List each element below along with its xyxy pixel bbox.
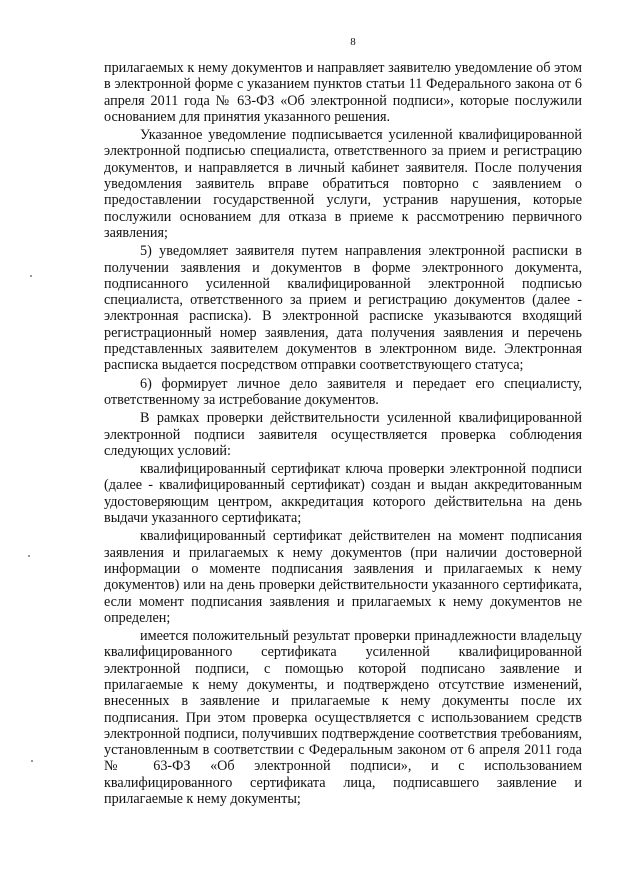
paragraph-item-5-receipt: 5) уведомляет заявителя путем направления электронной расписки в получении заявления и документов в форме электронного документа, подписанного усиленной квалифицированной электронной подписью специалиста, ответственного за прием и регистрацию документов (далее - электронная расписка). В электронной расписке указываются входящий регистрационный номер заявления, дата получения заявления и перечень представленных заявителем документов в электронном виде. Электронная расписка выдается посредством отправки соответствующего статуса; [104, 243, 582, 374]
paragraph-condition-certificate-issued: квалифицированный сертификат ключа проверки электронной подписи (далее - квалифицированный сертификат) создан и выдан аккредитованным удостоверяющим центром, аккредитация которого действительна на день выдачи указанного сертификата; [104, 461, 582, 527]
paragraph-condition-certificate-valid: квалифицированный сертификат действителен на момент подписания заявления и прилагаемых к нему документов (при наличии достоверной информации о моменте подписания заявления и прилагаемых к нему документов) или на день проверки действительности указанного сертификата, если момент подписания заявления и прилагаемых к нему документов не определен; [104, 528, 582, 626]
scan-speck [28, 555, 30, 557]
page-number: 8 [350, 36, 356, 48]
paragraph-signature-check-intro: В рамках проверки действительности усиленной квалифицированной электронной подписи заявителя осуществляется проверка соблюдения следующих условий: [104, 410, 582, 459]
paragraph-condition-positive-result: имеется положительный результат проверки принадлежности владельцу квалифицированного сертификата усиленной квалифицированной электронной подписи, с помощью которой подписано заявление и прилагаемые к нему документы, и подтверждено отсутствие изменений, внесенных в заявление и прилагаемые к нему документы после их подписания. При этом проверка осуществляется с использованием средств электронной подписи, получивших подтверждение соответствия требованиям, установленным в соответствии с Федеральным законом от 6 апреля 2011 года № 63-ФЗ «Об электронной подписи», и с использованием квалифицированного сертификата лица, подписавшего заявление и прилагаемые к нему документы; [104, 628, 582, 808]
paragraph-notification-signing: Указанное уведомление подписывается усиленной квалифицированной электронной подписью специалиста, ответственного за прием и регистрацию документов, и направляется в личный кабинет заявителя. После получения уведомления заявитель вправе обратиться повторно с заявлением о предоставлении государственной услуги, устранив нарушения, которые послужили основанием для отказа в приеме к рассмотрению первичного заявления; [104, 127, 582, 241]
scan-speck [30, 275, 32, 277]
paragraph-rejection-end: прилагаемых к нему документов и направляет заявителю уведомление об этом в электронной форме с указанием пунктов статьи 11 Федерального закона от 6 апреля 2011 года № 63-ФЗ «Об электронной подписи», которые послужили основанием для принятия указанного решения. [104, 60, 582, 125]
paragraph-item-6-personal-file: 6) формирует личное дело заявителя и передает его специалисту, ответственному за истребование документов. [104, 375, 582, 408]
scan-speck [31, 760, 33, 762]
document-body [104, 60, 582, 807]
